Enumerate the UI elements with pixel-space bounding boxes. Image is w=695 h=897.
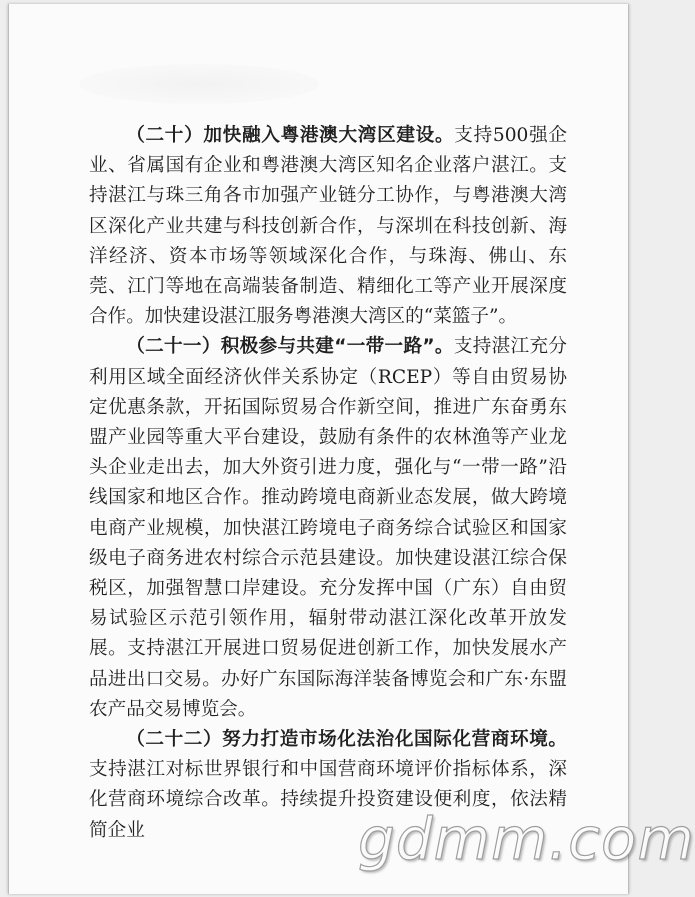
paragraph-22-heading: （二十二）努力打造市场化法治化国际化营商环境。 [126,729,567,751]
paragraph-20 [89,121,567,332]
document-body [89,121,567,846]
paragraph-22-text: 支持湛江对标世界银行和中国营商环境评价指标体系，深化营商环境综合改革。持续提升投资建设便利度，依法精简企业 [89,759,567,841]
paragraph-20-text: 支持500强企业、省属国有企业和粤港澳大湾区知名企业落户湛江。支持湛江与珠三角各市加强产业链分工协作，与粤港澳大湾区深化产业共建与科技创新合作，与深圳在科技创新、海洋经济、资本市场等领域深化合作，与珠海、佛山、东莞、江门等地在高端装备制造、精细化工等产业开展深度合作。加快建设湛江服务粤港澳大湾区的“菜篮子”。 [89,125,567,328]
paragraph-21-heading: （二十一）积极参与共建“一带一路”。 [126,336,454,358]
paragraph-20-heading: （二十）加快融入粤港澳大湾区建设。 [126,125,455,146]
paragraph-21 [89,332,567,725]
site-watermark: gdmm.com [358,805,695,873]
scan-shadow [79,64,319,104]
document-page [8,4,629,894]
paragraph-21-text: 支持湛江充分利用区域全面经济伙伴关系协定（RCEP）等自由贸易协定优惠条款，开拓国际贸易合作新空间，推进广东奋勇东盟产业园等重大平台建设，鼓励有条件的农林渔等产业龙头企业走出去，加大外资引进力度，强化与“一带一路”沿线国家和地区合作。推动跨境电商新业态发展，做大跨境电商产业规模，加快湛江跨境电子商务综合试验区和国家级电子商务进农村综合示范县建设。加快建设湛江综合保税区，加强智慧口岸建设。充分发挥中国（广东）自由贸易试验区示范引领作用，辐射带动湛江深化改革开放发展。支持湛江开展进口贸易促进创新工作，加快发展水产品进出口交易。办好广东国际海洋装备博览会和广东·东盟农产品交易博览会。 [89,336,567,720]
